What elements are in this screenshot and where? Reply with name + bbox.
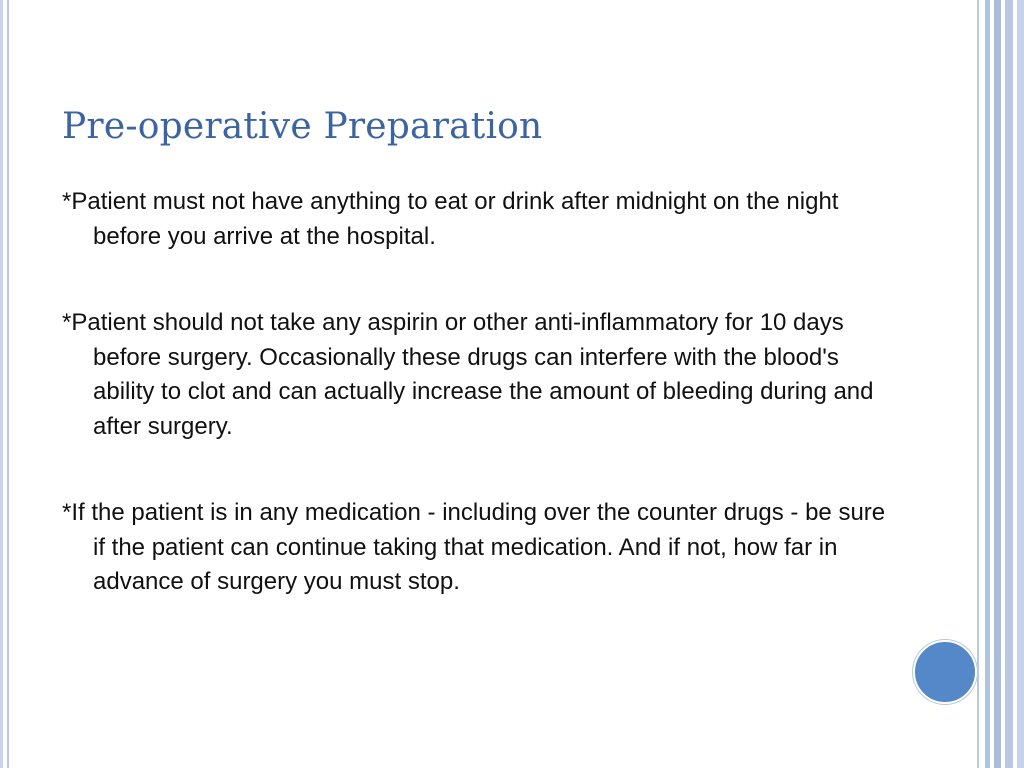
bullet-paragraph-aspirin: *Patient should not take any aspirin or other anti-inflammatory for 10 days before surgery. Occasionally these drugs can interfere with the blood's ability to clot and can actually increase the amount of bleeding during and after surgery. [62,309,874,440]
bullet-paragraph-medication: *If the patient is in any medication - including over the counter drugs - be sure if the patient can continue taking that medication. And if not, how far in advance of surgery you must stop. [62,499,886,595]
right-border-stripe [977,0,979,768]
right-border-stripe [1005,0,1013,768]
slide-title: Pre-operative Preparation [62,106,543,147]
decorative-circle [913,640,977,704]
right-border-stripe [994,0,1001,768]
left-border-stripe [0,0,3,768]
left-border-stripe [7,0,9,768]
slide-body [62,185,892,652]
bullet-paragraph-fasting: *Patient must not have anything to eat or drink after midnight on the night before you arrive at the hospital. [62,188,839,250]
right-border-stripe [1017,0,1024,768]
right-border-stripe [985,0,990,768]
